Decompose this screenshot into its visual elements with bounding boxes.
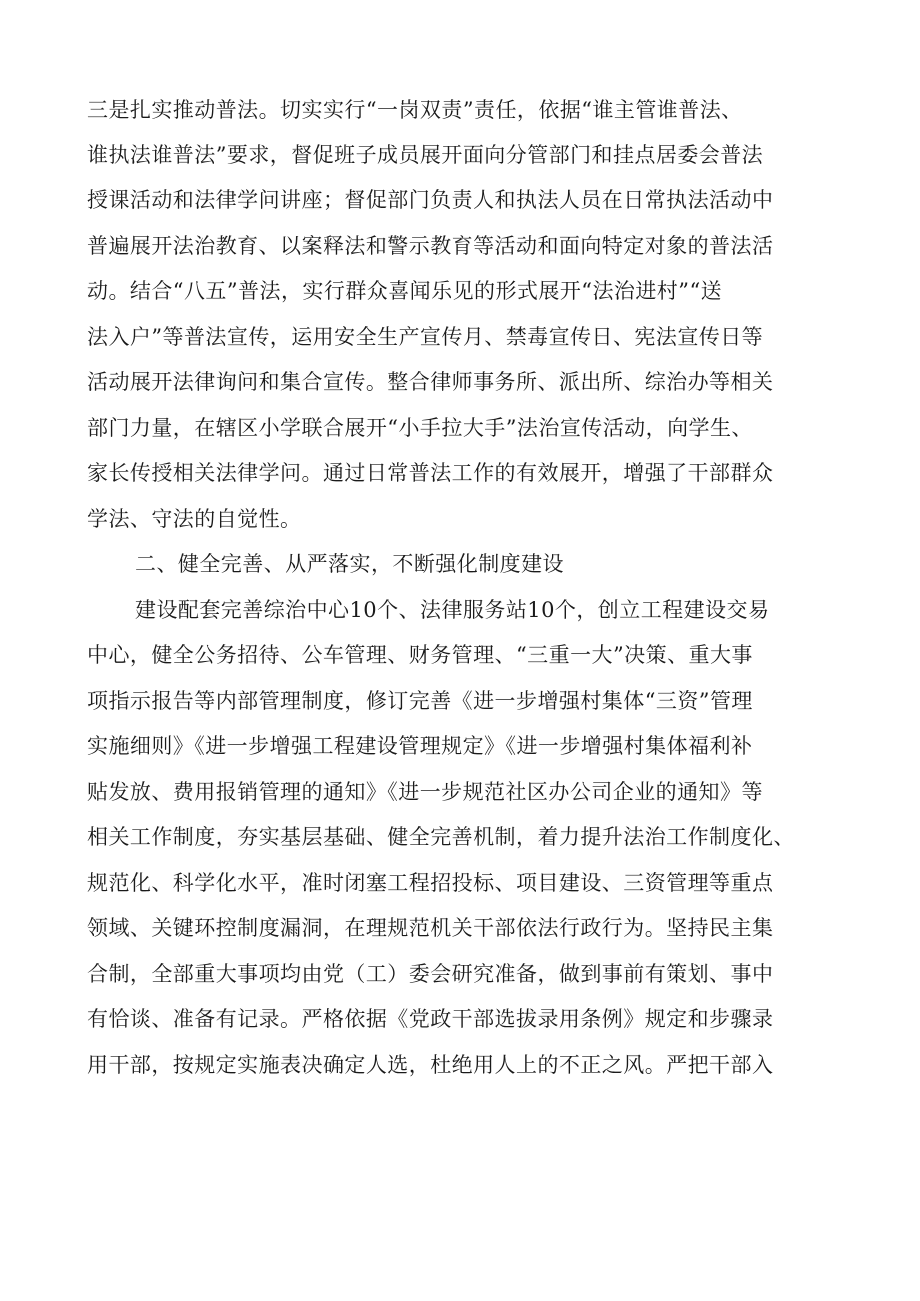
paragraph-line: 项指示报告等内部管理制度，修订完善《进一步增强村集体“三资”管理 xyxy=(87,689,753,713)
paragraph-line: 家长传授相关法律学问。通过日常普法工作的有效展开，增强了干部群众 xyxy=(87,461,774,485)
section-heading: 二、健全完善、从严落实，不断强化制度建设 xyxy=(135,552,564,576)
paragraph-line: 规范化、科学化水平，准时闭塞工程招投标、项目建设、三资管理等重点 xyxy=(87,871,774,895)
paragraph-line: 建设配套完善综治中心10个、法律服务站10个，创立工程建设交易 xyxy=(135,598,770,622)
paragraph-line: 学法、守法的自觉性。 xyxy=(87,507,302,531)
paragraph-line: 中心，健全公务招待、公车管理、财务管理、“三重一大”决策、重大事 xyxy=(87,643,753,667)
paragraph-line: 谁执法谁普法”要求，督促班子成员展开面向分管部门和挂点居委会普法 xyxy=(87,143,764,167)
paragraph-line: 有恰谈、准备有记录。严格依据《党政干部选拔录用条例》规定和步骤录 xyxy=(87,1007,774,1031)
paragraph-line: 法入户”等普法宣传，运用安全生产宣传月、禁毒宣传日、宪法宣传日等 xyxy=(87,325,764,349)
paragraph-line: 用干部，按规定实施表决确定人选，杜绝用人上的不正之风。严把干部入 xyxy=(87,1053,774,1077)
paragraph-line: 贴发放、费用报销管理的通知》《进一步规范社区办公司企业的通知》等 xyxy=(87,780,763,804)
paragraph-line: 领域、关键环控制度漏洞，在理规范机关干部依法行政行为。坚持民主集 xyxy=(87,916,774,940)
paragraph-line: 活动展开法律询问和集合宣传。整合律师事务所、派出所、综治办等相关 xyxy=(87,370,774,394)
paragraph-line: 三是扎实推动普法。切实实行“一岗双责”责任，依据“谁主管谁普法、 xyxy=(87,98,743,122)
paragraph-line: 普遍展开法治教育、以案释法和警示教育等活动和面向特定对象的普法活 xyxy=(87,234,774,258)
paragraph-line: 部门力量，在辖区小学联合展开“小手拉大手”法治宣传活动，向学生、 xyxy=(87,416,753,440)
paragraph-line: 实施细则》《进一步增强工程建设管理规定》《进一步增强村集体福利补 xyxy=(87,734,753,758)
paragraph-line: 合制，全部重大事项均由党（工）委会研究准备，做到事前有策划、事中 xyxy=(87,962,774,986)
paragraph-line: 动。结合“八五”普法，实行群众喜闻乐见的形式展开“法治进村”“送 xyxy=(87,279,723,303)
paragraph-line: 授课活动和法律学问讲座；督促部门负责人和执法人员在日常执法活动中 xyxy=(87,188,774,212)
paragraph-line: 相关工作制度，夯实基层基础、健全完善机制，着力提升法治工作制度化、 xyxy=(87,825,795,849)
